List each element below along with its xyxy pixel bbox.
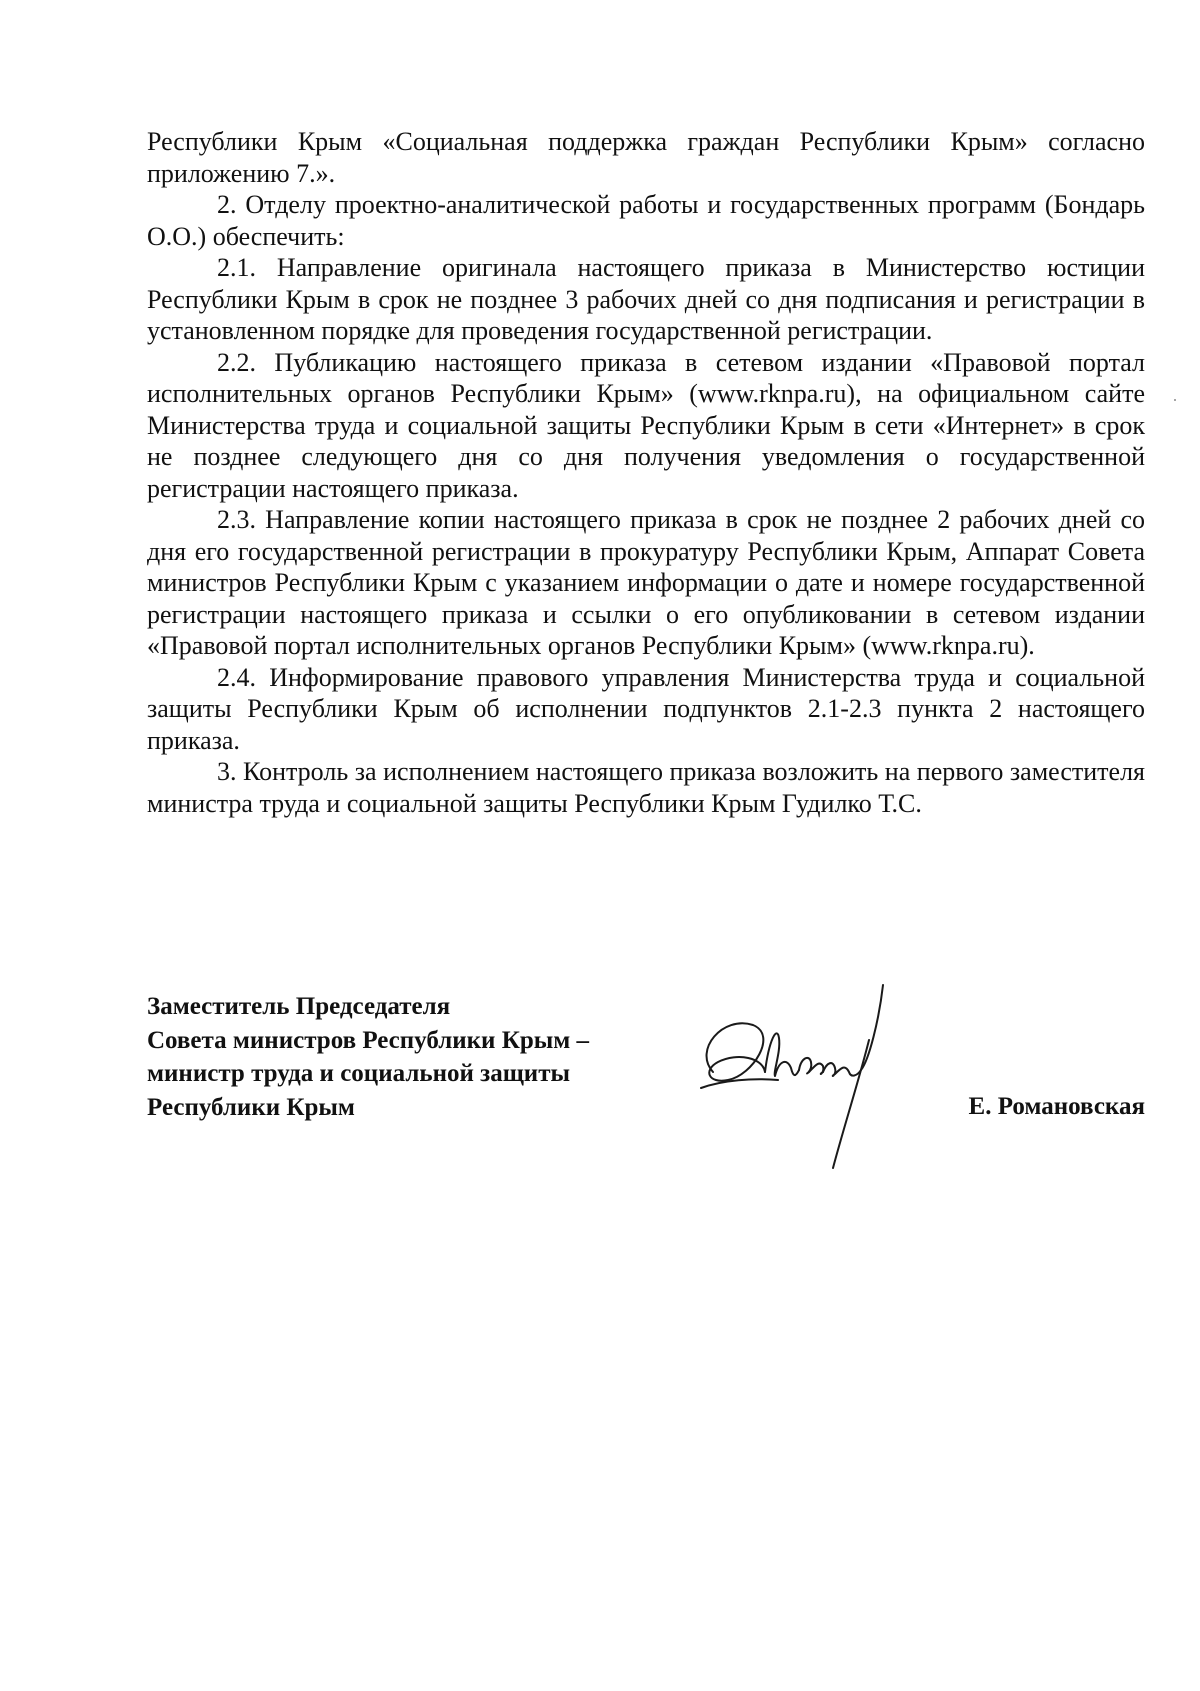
document-body bbox=[147, 126, 1145, 819]
paragraph-item-2: 2. Отделу проектно-аналитической работы и государственных программ (Бондарь О.О.) обеспечить: bbox=[147, 190, 1145, 251]
signatory-title-line: Заместитель Председателя bbox=[147, 993, 451, 1020]
paragraph-item-2-4: 2.4. Информирование правового управления Министерства труда и социальной защиты Республики Крым об исполнении подпунктов 2.1-2.3 пункта 2 настоящего приказа. bbox=[147, 662, 1145, 755]
paragraph-item-2-1: 2.1. Направление оригинала настоящего приказа в Министерство юстиции Республики Крым в срок не позднее 3 рабочих дней со дня подписания и регистрации в установленном порядке для проведения государственной регистрации. bbox=[147, 253, 1145, 345]
paragraph-item-3: 3. Контроль за исполнением настоящего приказа возложить на первого заместителя министра труда и социальной защиты Республики Крым Гудилко Т.С. bbox=[147, 757, 1145, 818]
signatory-title-line: Республики Крым bbox=[147, 1093, 355, 1121]
handwritten-signature-icon bbox=[683, 980, 923, 1180]
scan-artifact bbox=[1174, 399, 1176, 401]
paragraph-item-2-2: 2.2. Публикацию настоящего приказа в сетевом издании «Правовой портал исполнительных органов Республики Крым» (www.rknpa.ru), на официальном сайте Министерства труда и социальной защиты Республики Крым в сети «Интернет» в срок не позднее следующего дня со дня получения уведомления о государственной регистрации настоящего приказа. bbox=[147, 347, 1145, 503]
signatory-name: Е. Романовская bbox=[968, 1093, 1145, 1120]
signatory-title-line: министр труда и социальной защиты bbox=[147, 1060, 570, 1087]
paragraph-item-2-3: 2.3. Направление копии настоящего приказа в срок не позднее 2 рабочих дней со дня его государственной регистрации в прокуратуру Республики Крым, Аппарат Совета министров Республики Крым с указанием информации о дате и номере государственной регистрации настоящего приказа и ссылки о его опубликовании в сетевом издании «Правовой портал исполнительных органов Республики Крым» (www.rknpa.ru). bbox=[147, 505, 1145, 660]
signature-block bbox=[147, 990, 1145, 1190]
paragraph-continuation: Республики Крым «Социальная поддержка граждан Республики Крым» согласно приложению 7.». bbox=[147, 127, 1145, 188]
signatory-title bbox=[147, 990, 589, 1124]
signatory-title-line: Совета министров Республики Крым – bbox=[147, 1026, 590, 1054]
